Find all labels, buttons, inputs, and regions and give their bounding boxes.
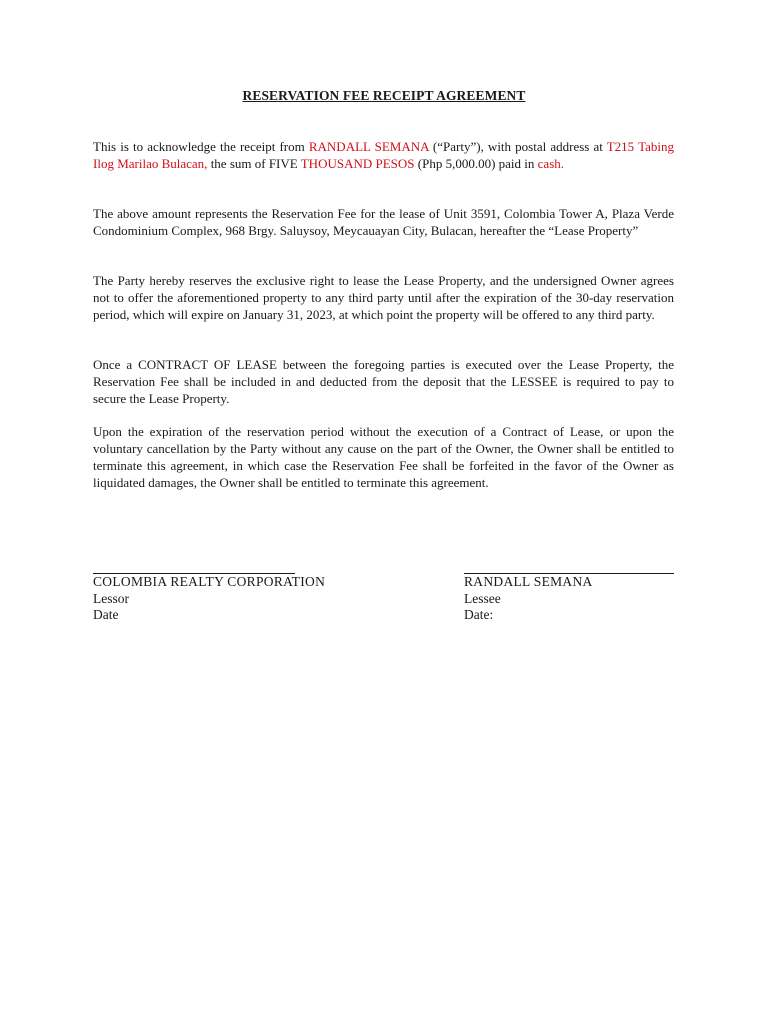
lease-property-paragraph: The above amount represents the Reservation Fee for the lease of Unit 3591, Colombia Tower A, Plaza Verde Condominium Complex, 968 Brgy. Saluysoy, Meycauayan City, Bulacan, hereafter the “Lease Property” <box>93 206 674 238</box>
lessor-date-label: Date <box>93 607 119 622</box>
lessee-role: Lessee <box>464 590 501 606</box>
lessee-date-label: Date: <box>464 607 494 622</box>
postal-address: T215 Tabing Ilog Marilao Bulacan, <box>93 139 674 171</box>
document-title: RESERVATION FEE RECEIPT AGREEMENT <box>242 88 526 103</box>
acknowledgement-paragraph <box>93 138 674 172</box>
reservation-right-paragraph: The Party hereby reserves the exclusive right to lease the Lease Property, and the undersigned Owner agrees not to offer the aforementioned property to any third party until after the expiration of the 30-day reservation period, which will expire on January 31, 2023, at which point the property will be offered to any third party. <box>93 273 674 322</box>
lessor-role: Lessor <box>93 590 129 606</box>
paragraph-text: This is to acknowledge the receipt from <box>93 139 309 154</box>
lessor-signature-block <box>93 574 325 624</box>
lessee-name: RANDALL SEMANA <box>464 574 593 589</box>
contract-of-lease-paragraph: Once a CONTRACT OF LEASE between the foregoing parties is executed over the Lease Property, the Reservation Fee shall be included in and deducted from the deposit that the LESSEE is required to pay to secure the Lease Property. <box>93 357 674 406</box>
paragraph-text: (Php 5,000.00) paid in <box>414 156 538 171</box>
forfeiture-paragraph: Upon the expiration of the reservation period without the execution of a Contract of Lease, or upon the voluntary cancellation by the Party without any cause on the part of the Owner, the Owner shall be entitled to terminate this agreement, in which case the Reservation Fee shall be forfeited in the favor of the Owner as liquidated damages, the Owner shall be entitled to terminate this agreement. <box>93 424 674 490</box>
lessor-name: COLOMBIA REALTY CORPORATION <box>93 574 326 589</box>
lessee-signature-block <box>464 574 593 624</box>
amount-in-words: THOUSAND PESOS <box>300 156 415 171</box>
payment-method: cash. <box>537 156 565 171</box>
paragraph-text: the sum of FIVE <box>207 156 301 171</box>
party-name: RANDALL SEMANA <box>308 139 429 154</box>
paragraph-text: (“Party”), with postal address at <box>428 139 607 154</box>
